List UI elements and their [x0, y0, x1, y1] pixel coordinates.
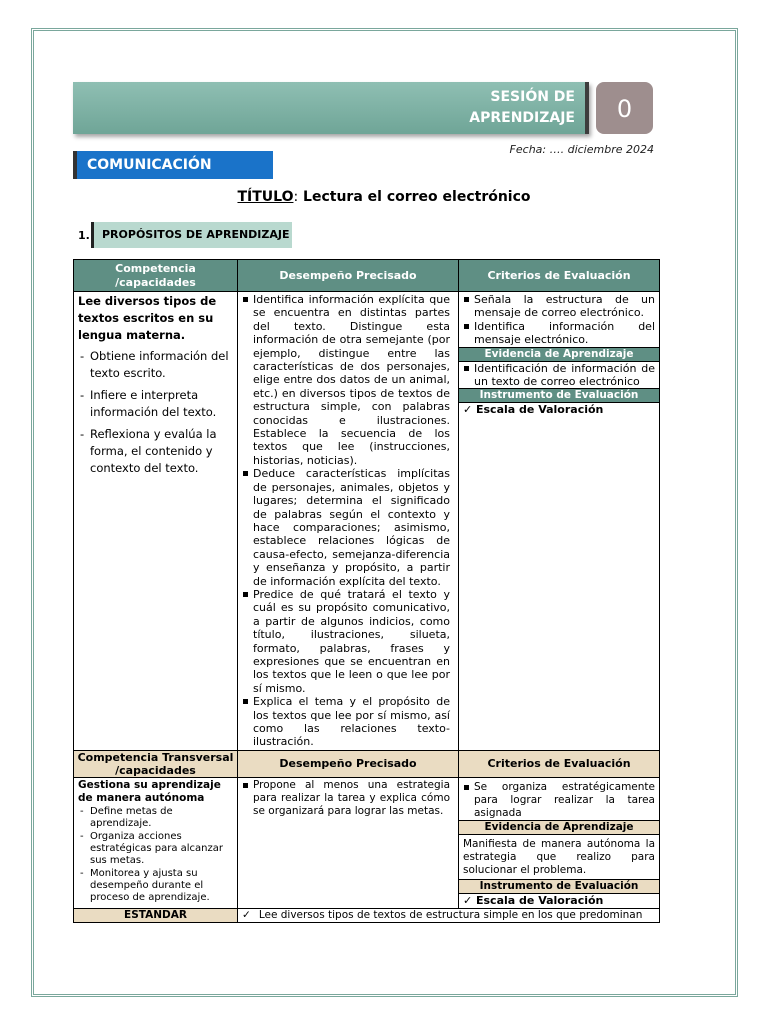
- list-item: - Monitorea y ajusta su desempeño durante el proceso de aprendizaje.: [78, 868, 233, 904]
- list-item: Identifica información explícita que se encuentra en distintas partes del texto. Distingue esta información de otra semejante (por ejemplo, distingue entre las características de dos personajes, elige entre dos datos de un animal, etc.) en diversos tipos de textos de estructura simple, con palabras conocidas e ilustraciones. Establece la secuencia de los textos que lee (instrucciones, historias, noticias).: [242, 293, 450, 467]
- transversal-performance-cell: [238, 777, 459, 908]
- competency-cell: [74, 292, 238, 751]
- list-item: Explica el tema y el propósito de los textos que lee por sí mismo, así como las relaciones texto-ilustración.: [242, 695, 450, 749]
- transversal-instrument-value: ✓ Escala de Valoración: [463, 894, 655, 907]
- col-header-transversal-performance: Desempeño Precisado: [238, 750, 459, 777]
- transversal-instrument-label: Instrumento de Evaluación: [459, 879, 659, 894]
- evidence-label: Evidencia de Aprendizaje: [459, 347, 659, 362]
- section-number: 1.: [78, 229, 90, 242]
- criteria-list: [463, 293, 655, 347]
- list-item: Predice de qué tratará el texto y cuál es su propósito comunicativo, a partir de algunos indicios, como título, ilustraciones, silueta, formato, palabras, frases y expresiones que se encuentran en los textos que le leen o que lee por sí mismo.: [242, 588, 450, 695]
- list-item: Se organiza estratégicamente para lograr realizar la tarea asignada: [463, 781, 655, 820]
- criteria-cell: [459, 292, 660, 751]
- table-header-row: [74, 260, 660, 292]
- col-header-transversal-criteria: Criterios de Evaluación: [459, 750, 660, 777]
- transversal-evidence-label: Evidencia de Aprendizaje: [459, 820, 659, 835]
- list-item: - Organiza acciones estratégicas para alcanzar sus metas.: [78, 831, 233, 867]
- col-header-criteria: Criterios de Evaluación: [459, 260, 660, 292]
- transversal-competency-cell: [74, 777, 238, 908]
- session-heading: [0, 189, 768, 205]
- area-label: COMUNICACIÓN: [73, 151, 273, 179]
- standard-row: [74, 908, 660, 922]
- competency-title: Lee diversos tipos de textos escritos en su lengua materna.: [78, 294, 217, 342]
- table-row: [74, 292, 660, 751]
- transversal-capacity-list: [78, 806, 233, 904]
- list-item: Deduce características implícitas de personajes, animales, objetos y lugares; determina el significado de palabras según el contexto y hace comparaciones; asimismo, establece relaciones lógicas de causa-efecto, semejanza-diferencia y enseñanza y propósito, a partir de información explícita del texto.: [242, 467, 450, 588]
- instrument-label: Instrumento de Evaluación: [459, 388, 659, 403]
- transversal-header-row: [74, 750, 660, 777]
- list-item: Propone al menos una estrategia para realizar la tarea y explica cómo se organizará para lograr las metas.: [242, 779, 450, 818]
- session-title-line2: APRENDIZAJE: [469, 110, 575, 126]
- list-item: - Obtiene información del texto escrito.: [78, 348, 233, 382]
- list-item: Identifica información del mensaje electrónico.: [463, 320, 655, 347]
- session-title-line1: SESIÓN DE: [490, 89, 575, 105]
- performance-cell: [238, 292, 459, 751]
- title-colon: :: [293, 189, 299, 205]
- date-line: Fecha: …. diciembre 2024: [509, 143, 654, 156]
- title-label: TÍTULO: [237, 189, 294, 205]
- session-title: [375, 87, 575, 129]
- col-header-competency: Competencia /capacidades: [74, 260, 238, 292]
- standard-label: ESTANDAR: [74, 908, 238, 922]
- standard-cell: [238, 908, 660, 922]
- section-heading: PROPÓSITOS DE APRENDIZAJE: [91, 222, 292, 248]
- learning-purposes-table: [73, 259, 660, 923]
- title-text: Lectura el correo electrónico: [298, 189, 531, 205]
- transversal-criteria-list: [463, 781, 655, 820]
- transversal-title: Gestiona su aprendizaje de manera autónoma: [78, 778, 221, 804]
- session-number-badge: 0: [596, 82, 653, 134]
- performance-list: [242, 293, 450, 749]
- col-header-transversal: Competencia Transversal /capacidades: [74, 750, 238, 777]
- header-banner: [73, 82, 589, 134]
- list-item: - Reflexiona y evalúa la forma, el contenido y contexto del texto.: [78, 426, 233, 477]
- check-icon: ✓: [242, 908, 251, 921]
- instrument-value: ✓ Escala de Valoración: [463, 403, 655, 416]
- capacity-list: [78, 348, 233, 477]
- transversal-performance-list: [242, 779, 450, 818]
- list-item: - Define metas de aprendizaje.: [78, 806, 233, 830]
- list-item: Identificación de información de un texto de correo electrónico: [463, 362, 655, 389]
- list-item: Señala la estructura de un mensaje de correo electrónico.: [463, 293, 655, 320]
- standard-text: Lee diversos tipos de textos de estructura simple en los que predominan: [258, 908, 643, 921]
- list-item: - Infiere e interpreta información del texto.: [78, 387, 233, 421]
- transversal-criteria-cell: [459, 777, 660, 908]
- table-row: [74, 777, 660, 908]
- evidence-list: [463, 362, 655, 389]
- transversal-evidence: Manifiesta de manera autónoma la estrategia que realizo para solucionar el problema.: [463, 837, 655, 876]
- col-header-performance: Desempeño Precisado: [238, 260, 459, 292]
